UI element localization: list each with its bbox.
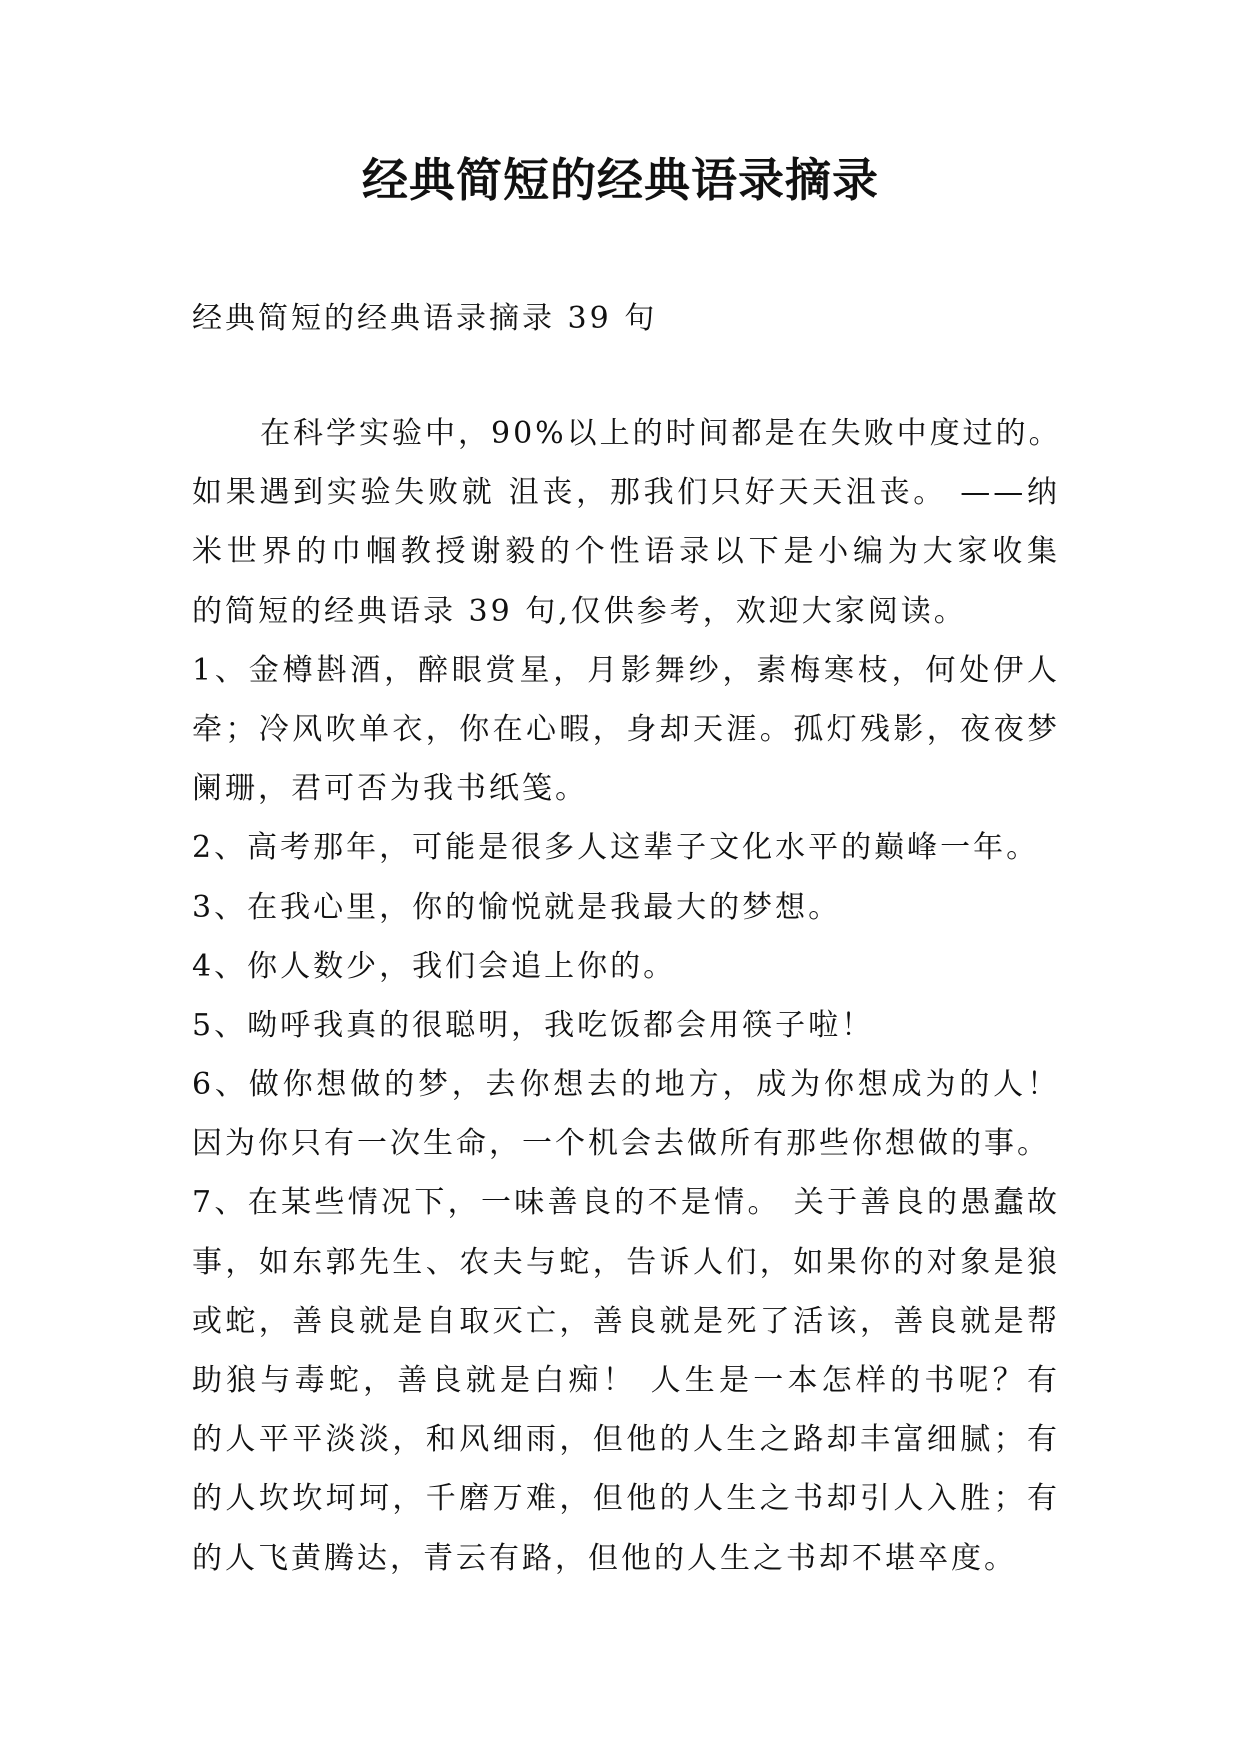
body-line: 2、高考那年，可能是很多人这辈子文化水平的巅峰一年。 bbox=[192, 830, 1040, 866]
body-line: 牵；冷风吹单衣，你在心暇，身却天涯。孤灯残影，夜夜梦 bbox=[192, 711, 1060, 747]
paragraph-quote-4 bbox=[192, 937, 1062, 996]
body-line: 事，如东郭先生、农夫与蛇，告诉人们，如果你的对象是狼 bbox=[192, 1244, 1060, 1280]
body-line: 的简短的经典语录 39 句,仅供参考，欢迎大家阅读。 bbox=[192, 593, 967, 629]
body-line: 或蛇，善良就是自取灭亡，善良就是死了活该，善良就是帮 bbox=[192, 1303, 1060, 1339]
body-line: 的人平平淡淡，和风细雨，但他的人生之路却丰富细腻；有 bbox=[192, 1422, 1060, 1458]
body-line: 的人坎坎坷坷，千磨万难，但他的人生之书却引人入胜；有 bbox=[192, 1481, 1060, 1517]
body-line: 阑珊，君可否为我书纸笺。 bbox=[192, 771, 588, 807]
body-line: 米世界的巾帼教授谢毅的个性语录以下是小编为大家收集 bbox=[192, 534, 1060, 570]
body-line: 3、在我心里，你的愉悦就是我最大的梦想。 bbox=[192, 889, 842, 925]
paragraph-quote-1 bbox=[192, 641, 1062, 819]
document-title: 经典简短的经典语录摘录 bbox=[362, 153, 879, 207]
body-line: 4、你人数少，我们会追上你的。 bbox=[192, 948, 677, 984]
paragraph-quote-6 bbox=[192, 1055, 1062, 1173]
paragraph-intro bbox=[192, 404, 1062, 641]
body-line: 的人飞黄腾达，青云有路，但他的人生之书却不堪卒度。 bbox=[192, 1540, 1017, 1576]
body-line: 如果遇到实验失败就 沮丧，那我们只好天天沮丧。 ——纳 bbox=[192, 475, 1060, 511]
paragraph-quote-2 bbox=[192, 818, 1062, 877]
document-body bbox=[192, 404, 1062, 1588]
body-line: 7、在某些情况下，一味善良的不是情。 关于善良的愚蠢故 bbox=[192, 1185, 1060, 1221]
document-subtitle: 经典简短的经典语录摘录 39 句 bbox=[192, 301, 658, 336]
paragraph-quote-7 bbox=[192, 1173, 1062, 1587]
body-line: 在科学实验中，90%以上的时间都是在失败中度过的。 bbox=[260, 416, 1062, 451]
body-line: 6、做你想做的梦，去你想去的地方，成为你想成为的人！ bbox=[192, 1067, 1060, 1103]
body-line: 助狼与毒蛇，善良就是白痴！ 人生是一本怎样的书呢？有 bbox=[192, 1363, 1060, 1398]
body-line: 1、金樽斟酒，醉眼赏星，月影舞纱，素梅寒枝，何处伊人 bbox=[192, 652, 1060, 688]
body-line: 5、呦呼我真的很聪明，我吃饭都会用筷子啦！ bbox=[192, 1007, 875, 1043]
body-line: 因为你只有一次生命，一个机会去做所有那些你想做的事。 bbox=[192, 1126, 1050, 1162]
paragraph-quote-5 bbox=[192, 996, 1062, 1055]
paragraph-quote-3 bbox=[192, 878, 1062, 937]
